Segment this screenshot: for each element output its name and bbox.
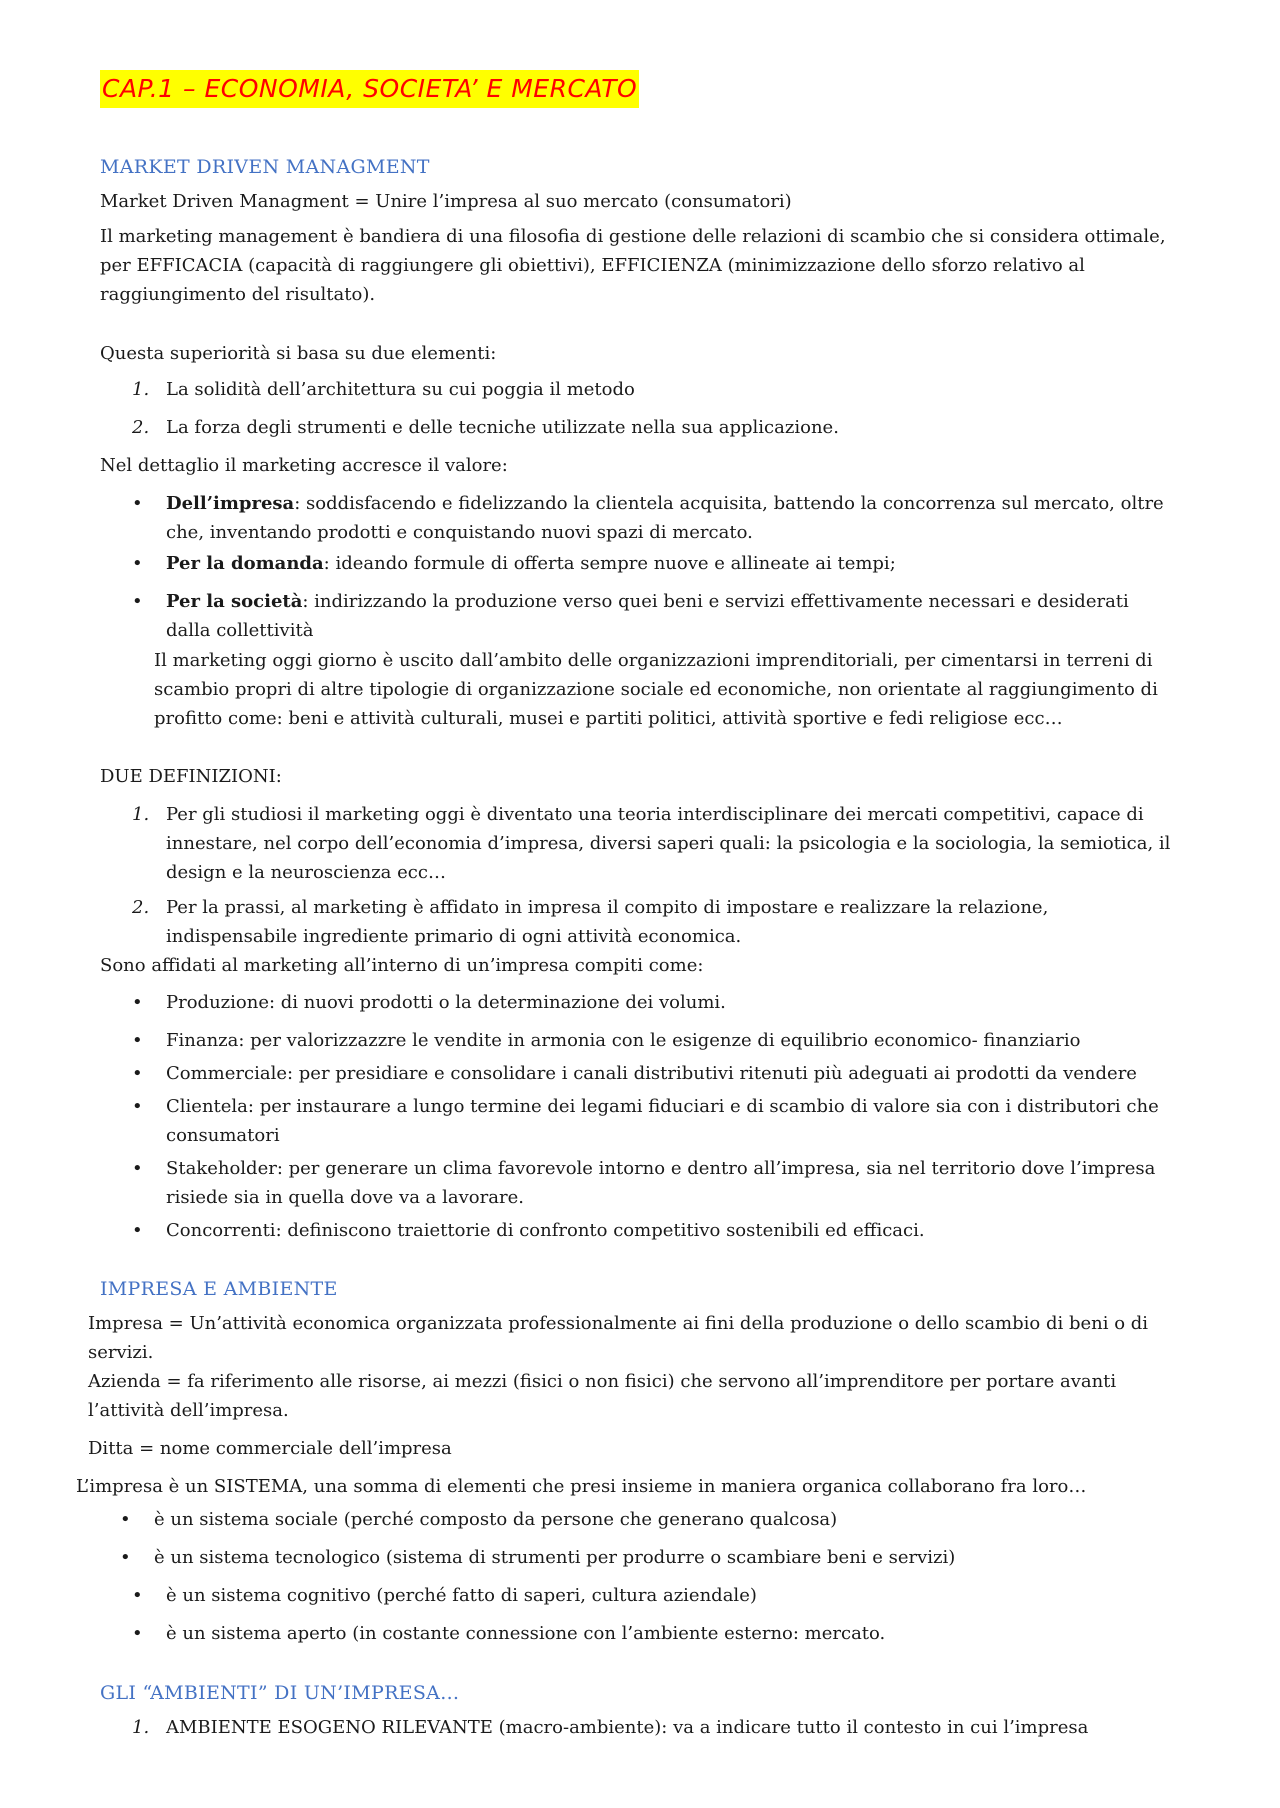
- list-item: [120, 1543, 1170, 1572]
- list-item-text: è un sistema cognitivo (perché fatto di saperi, cultura aziendale): [166, 1585, 757, 1606]
- list-item: [132, 549, 1172, 578]
- subheading-due-definizioni: DUE DEFINIZIONI:: [100, 766, 282, 787]
- list-item-text: Commerciale: per presidiare e consolidare i canali distributivi ritenuti più adeguati ai prodotti da vendere: [166, 1063, 1137, 1084]
- list-number: 2.: [132, 417, 150, 438]
- list-item: [132, 413, 1172, 442]
- list-number: 1.: [132, 379, 150, 400]
- bullet-icon: •: [132, 992, 143, 1013]
- list-item: [132, 489, 1172, 547]
- section-heading-ambienti: GLI “AMBIENTI” DI UN’IMPRESA…: [100, 1682, 460, 1704]
- list-item-text: Per gli studiosi il marketing oggi è diventato una teoria interdisciplinare dei mercati competitivi, capace di innestare, nel corpo dell’economia d’impresa, diversi saperi quali: la psicologia e la sociologia, la semiotica, il design e la neuroscienza ecc…: [166, 804, 1171, 883]
- paragraph-sistema: L’impresa è un SISTEMA, una somma di elementi che presi insieme in maniera organica collaborano fra loro…: [76, 1476, 1087, 1497]
- list-item: [132, 1154, 1172, 1212]
- bullet-icon: •: [132, 493, 143, 514]
- list-item-text: La solidità dell’architettura su cui poggia il metodo: [166, 379, 635, 400]
- bullet-icon: •: [120, 1547, 131, 1568]
- definition-ditta: Ditta = nome commerciale dell’impresa: [88, 1438, 452, 1459]
- list-number: 2.: [132, 897, 150, 918]
- list-item: [132, 1092, 1172, 1150]
- list-item-text: AMBIENTE ESOGENO RILEVANTE (macro-ambiente): va a indicare tutto il contesto in cui l’impresa: [166, 1717, 1089, 1738]
- list-item: [120, 1505, 1170, 1534]
- list-item-text: è un sistema sociale (perché composto da persone che generano qualcosa): [154, 1509, 838, 1530]
- bullet-icon: •: [120, 1509, 131, 1530]
- list-item-text: Produzione: di nuovi prodotti o la determinazione dei volumi.: [166, 992, 726, 1013]
- paragraph-superiority: Questa superiorità si basa su due elementi:: [100, 343, 497, 364]
- paragraph-detail: Nel dettaglio il marketing accresce il valore:: [100, 455, 508, 476]
- list-item-text: Finanza: per valorizzazzre le vendite in armonia con le esigenze di equilibrio economico- finanziario: [166, 1030, 1081, 1051]
- list-item: [132, 375, 1172, 404]
- list-item-text: La forza degli strumenti e delle tecniche utilizzate nella sua applicazione.: [166, 417, 839, 438]
- list-item-text: Dell’impresa: soddisfacendo e fidelizzando la clientela acquisita, battendo la concorrenza sul mercato, oltre che, inventando prodotti e conquistando nuovi spazi di mercato.: [166, 493, 1164, 543]
- list-item-text: è un sistema aperto (in costante connessione con l’ambiente esterno: mercato.: [166, 1623, 886, 1644]
- paragraph-intro: Il marketing management è bandiera di una filosofia di gestione delle relazioni di scambio che si considera ottimale, per EFFICACIA (capacità di raggiungere gli obiettivi), EFFICIENZA (minimizzazione dello sforzo relativo al raggiungimento del risultato).: [100, 226, 1166, 305]
- list-item: [132, 1216, 1172, 1245]
- page-title: CAP.1 – ECONOMIA, SOCIETA’ E MERCATO: [100, 70, 639, 108]
- definition-impresa: Impresa = Un’attività economica organizzata professionalmente ai fini della produzione o dello scambio di beni o di servizi.: [88, 1313, 1149, 1363]
- list-item: [132, 587, 1172, 645]
- paragraph-marketing-today: Il marketing oggi giorno è uscito dall’ambito delle organizzazioni imprenditoriali, per cimentarsi in terreni di scambio propri di altre tipologie di organizzazione sociale ed economiche, non orientate al raggiungimento di profitto come: beni e attività culturali, musei e partiti politici, attività sportive e fedi religiose ecc…: [154, 650, 1158, 729]
- bullet-icon: •: [132, 1063, 143, 1084]
- bullet-icon: •: [132, 1585, 143, 1606]
- list-item-text: Stakeholder: per generare un clima favorevole intorno e dentro all’impresa, sia nel territorio dove l’impresa risiede sia in quella dove va a lavorare.: [166, 1158, 1156, 1208]
- list-item: [132, 1581, 1172, 1610]
- list-item-text: Concorrenti: definiscono traiettorie di confronto competitivo sostenibili ed efficaci.: [166, 1220, 925, 1241]
- list-item: [132, 1713, 1172, 1742]
- bullet-icon: •: [132, 1220, 143, 1241]
- bullet-icon: •: [132, 553, 143, 574]
- bullet-icon: •: [132, 1096, 143, 1117]
- definition-azienda: Azienda = fa riferimento alle risorse, ai mezzi (fisici o non fisici) che servono all’imprenditore per portare avanti l’attività dell’impresa.: [88, 1371, 1117, 1421]
- list-item: [132, 1026, 1172, 1055]
- bullet-icon: •: [132, 591, 143, 612]
- list-number: 1.: [132, 1717, 150, 1738]
- bullet-icon: •: [132, 1158, 143, 1179]
- bullet-icon: •: [132, 1623, 143, 1644]
- bullet-icon: •: [132, 1030, 143, 1051]
- section-heading-market-driven: MARKET DRIVEN MANAGMENT: [100, 156, 430, 178]
- list-item: [132, 893, 1172, 951]
- list-item: [132, 988, 1172, 1017]
- paragraph-tasks-intro: Sono affidati al marketing all’interno di un’impresa compiti come:: [100, 955, 704, 976]
- section-heading-impresa-ambiente: IMPRESA E AMBIENTE: [100, 1278, 338, 1300]
- list-number: 1.: [132, 804, 150, 825]
- list-item: [132, 800, 1172, 887]
- definition-market-driven: Market Driven Managment = Unire l’impresa al suo mercato (consumatori): [100, 191, 792, 212]
- list-item: [132, 1619, 1172, 1648]
- list-item-text: Per la società: indirizzando la produzione verso quei beni e servizi effettivamente necessari e desiderati dalla collettività: [166, 591, 1129, 641]
- list-item-text: è un sistema tecnologico (sistema di strumenti per produrre o scambiare beni e servizi): [154, 1547, 956, 1568]
- list-item-text: Per la domanda: ideando formule di offerta sempre nuove e allineate ai tempi;: [166, 553, 896, 574]
- list-item-text: Clientela: per instaurare a lungo termine dei legami fiduciari e di scambio di valore sia con i distributori che consumatori: [166, 1096, 1159, 1146]
- list-item: [132, 1059, 1172, 1088]
- list-item-text: Per la prassi, al marketing è affidato in impresa il compito di impostare e realizzare la relazione, indispensabile ingrediente primario di ogni attività economica.: [166, 897, 1049, 947]
